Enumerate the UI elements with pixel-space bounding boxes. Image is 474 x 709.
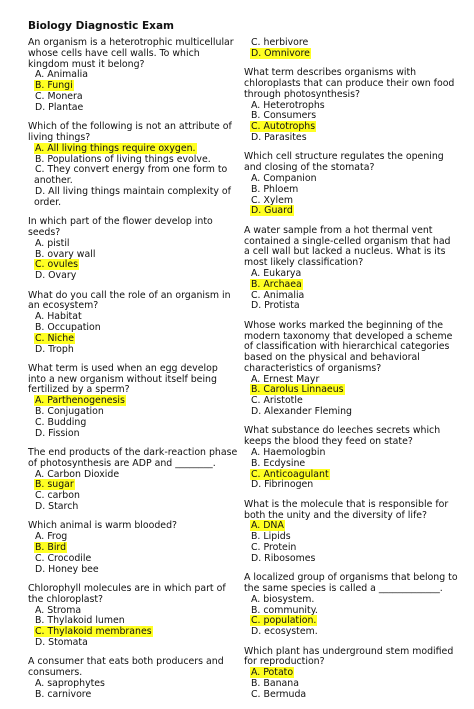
question-stem: In which part of the flower develop into seeds? [28, 216, 213, 238]
question-stem: Which plant has underground stem modified for reproduction? [244, 645, 454, 668]
highlighted-answer-option [244, 49, 458, 60]
answer-option-text: A. Heterotrophs [251, 99, 325, 111]
answer-option-text: C. herbivore [251, 37, 309, 48]
answer-option-text: D. Alexander Fleming [251, 406, 352, 418]
question-stem: Which animal is warm blooded? [28, 520, 178, 532]
question-block [244, 321, 458, 418]
left-column [28, 38, 238, 709]
question-block [28, 291, 238, 356]
answer-option-text: A. Potato [251, 667, 294, 679]
answer-option-text: C. carbon [35, 490, 80, 502]
question-block [28, 217, 238, 282]
answer-option-text: D. ecosystem. [251, 626, 318, 638]
question-block [244, 573, 458, 638]
answer-option-text: D. Stomata [35, 637, 88, 648]
answer-option-text: A. Companion [251, 172, 317, 184]
answer-option-text: A. pistil [35, 237, 70, 249]
answer-option-text: D. Fission [35, 427, 80, 439]
question-stem: What term is used when an egg develop into a new organism without itself being fertilized by a sperm? [28, 362, 218, 396]
answer-option-text: C. Xylem [251, 194, 293, 206]
answer-option [28, 345, 238, 356]
answer-option-text: C. Protein [251, 542, 297, 554]
question-stem: An organism is a heterotrophic multicellular whose cells have cell walls. To which kingdom must it belong? [28, 37, 234, 70]
answer-option-text: D. Parasites [251, 131, 307, 143]
answer-option-text: D. All living things maintain complexity of order. [34, 185, 231, 208]
answer-option-text: A. All living things require oxygen. [35, 142, 196, 154]
question-block [28, 448, 238, 513]
answer-option-text: D. Ovary [35, 270, 77, 282]
right-column [244, 38, 458, 709]
answer-option-text: B. Ecdysine [251, 457, 306, 469]
answer-option-text: C. Aristotle [251, 395, 303, 407]
answer-option-text: A. DNA [251, 520, 284, 532]
answer-option-text: B. Conjugation [35, 406, 104, 418]
question-block [244, 152, 458, 217]
question-block [244, 226, 458, 312]
answer-option [28, 690, 238, 701]
answer-option [244, 690, 458, 701]
question-stem: A consumer that eats both producers and consumers. [28, 656, 224, 679]
answer-option [244, 554, 458, 565]
answer-option-text: A. Parthenogenesis [35, 395, 125, 407]
answer-option-text: B. Consumers [251, 110, 317, 122]
answer-option-text: C. Crocodile [35, 552, 92, 564]
answer-option [244, 301, 458, 312]
answer-option [28, 271, 238, 282]
answer-option-text: B. carnivore [35, 688, 92, 700]
highlighted-answer-option [244, 280, 458, 291]
answer-option-text: B. Thylakoid lumen [35, 615, 125, 627]
answer-option-text: B. Archaea [251, 278, 302, 290]
answer-option-text: A. Animalia [35, 69, 88, 81]
answer-option-text: B. sugar [35, 479, 74, 491]
answer-option [28, 502, 238, 513]
question-block [28, 521, 238, 575]
exam-title: Biology Diagnostic Exam [28, 20, 174, 32]
highlighted-answer-option [28, 144, 238, 155]
question-block [244, 426, 458, 491]
question-stem: Which of the following is not an attribute of living things? [28, 121, 232, 143]
answer-option-text: A. saprophytes [35, 677, 105, 689]
answer-option-text: B. Phloem [251, 183, 299, 195]
answer-option-text: C. Anticoagulant [251, 468, 329, 480]
answer-option-text: D. Omnivore [251, 47, 310, 59]
answer-option-text: C. Niche [35, 332, 74, 344]
question-stem: Chlorophyll molecules are in which part of the chloroplast? [28, 583, 226, 605]
answer-option-text: A. Ernest Mayr [251, 373, 320, 385]
answer-option [28, 638, 238, 649]
answer-option [28, 165, 238, 187]
question-stem: Whose works marked the beginning of the modern taxonomy that developed a scheme of classification with hierarchical categories based on the physical and behavioral characteristics of organisms? [244, 319, 453, 374]
question-block [28, 122, 238, 208]
answer-option-text: B. Populations of living things evolve. [35, 153, 211, 165]
question-block [244, 647, 458, 701]
answer-option [244, 627, 458, 638]
question-stem: What term describes organisms with chloroplasts that can produce their own food through photosynthesis? [244, 67, 455, 100]
answer-option-text: B. Fungi [35, 80, 73, 92]
question-block [244, 68, 458, 144]
answer-option-text: B. community. [251, 604, 318, 616]
question-block [28, 657, 238, 700]
answer-option-text: A. Stroma [35, 604, 82, 616]
answer-option-text: B. Lipids [251, 531, 291, 543]
answer-option-text: D. Protista [251, 300, 300, 312]
answer-option [28, 429, 238, 440]
question-stem: Which cell structure regulates the opening and closing of the stomata? [244, 151, 444, 174]
question-stem: What substance do leeches secrets which keeps the blood they feed on state? [244, 425, 441, 448]
answer-option [244, 407, 458, 418]
question-block [244, 500, 458, 565]
answer-option-text: B. Banana [251, 677, 299, 689]
answer-option [28, 239, 238, 250]
answer-option [28, 103, 238, 114]
answer-option [244, 595, 458, 606]
highlighted-answer-option [244, 206, 458, 217]
answer-option-text: A. Eukarya [251, 267, 302, 279]
answer-option-text: D. Plantae [35, 101, 84, 113]
answer-option-text: C. Autotrophs [251, 121, 316, 133]
answer-option-text: A. Frog [35, 531, 68, 543]
question-block [244, 38, 458, 60]
answer-option-text: B. ovary wall [35, 248, 96, 260]
answer-option-text: B. Bird [35, 542, 67, 554]
question-stem: The end products of the dark-reaction phase of photosynthesis are ADP and ________. [28, 447, 238, 469]
answer-option-text: C. Bermuda [251, 688, 307, 700]
answer-option-text: C. Budding [35, 416, 87, 428]
answer-option [28, 565, 238, 576]
answer-option-text: D. Fibrinogen [251, 479, 314, 491]
answer-option-text: D. Troph [35, 343, 74, 355]
question-block [28, 364, 238, 440]
answer-option-text: D. Honey bee [35, 563, 99, 575]
answer-option-text: B. Occupation [35, 321, 101, 333]
question-stem: What do you call the role of an organism in an ecosystem? [28, 289, 231, 312]
answer-option [244, 480, 458, 491]
highlighted-answer-option [28, 334, 238, 345]
answer-option-text: D. Guard [251, 205, 293, 217]
answer-option [244, 185, 458, 196]
answer-option-text: C. Monera [35, 90, 83, 102]
question-block [28, 584, 238, 649]
question-block [28, 38, 238, 114]
answer-option-text: C. population. [251, 615, 317, 627]
answer-option-text: D. Ribosomes [251, 552, 316, 564]
answer-option-text: A. Carbon Dioxide [35, 468, 120, 480]
answer-option-text: A. Haemologbin [251, 447, 326, 459]
answer-option-text: C. They convert energy from one form to another. [34, 164, 228, 187]
answer-option-text: C. ovules [35, 259, 78, 271]
answer-option [244, 133, 458, 144]
answer-option-text: A. Habitat [35, 311, 82, 323]
question-stem: A localized group of organisms that belong to the same species is called a _____________. [244, 572, 458, 595]
answer-option-text: C. Animalia [251, 289, 305, 301]
answer-option [28, 187, 238, 209]
question-stem: What is the molecule that is responsible for both the unity and the diversity of life? [244, 498, 449, 521]
answer-option-text: C. Thylakoid membranes [35, 626, 152, 638]
answer-option-text: D. Starch [35, 501, 79, 513]
answer-option-text: A. biosystem. [251, 593, 315, 605]
answer-option-text: B. Carolus Linnaeus [251, 384, 344, 396]
answer-option [28, 554, 238, 565]
question-stem: A water sample from a hot thermal vent contained a single-celled organism that had a cell wall but lacked a nucleus. What is its most likely classification? [244, 224, 451, 269]
